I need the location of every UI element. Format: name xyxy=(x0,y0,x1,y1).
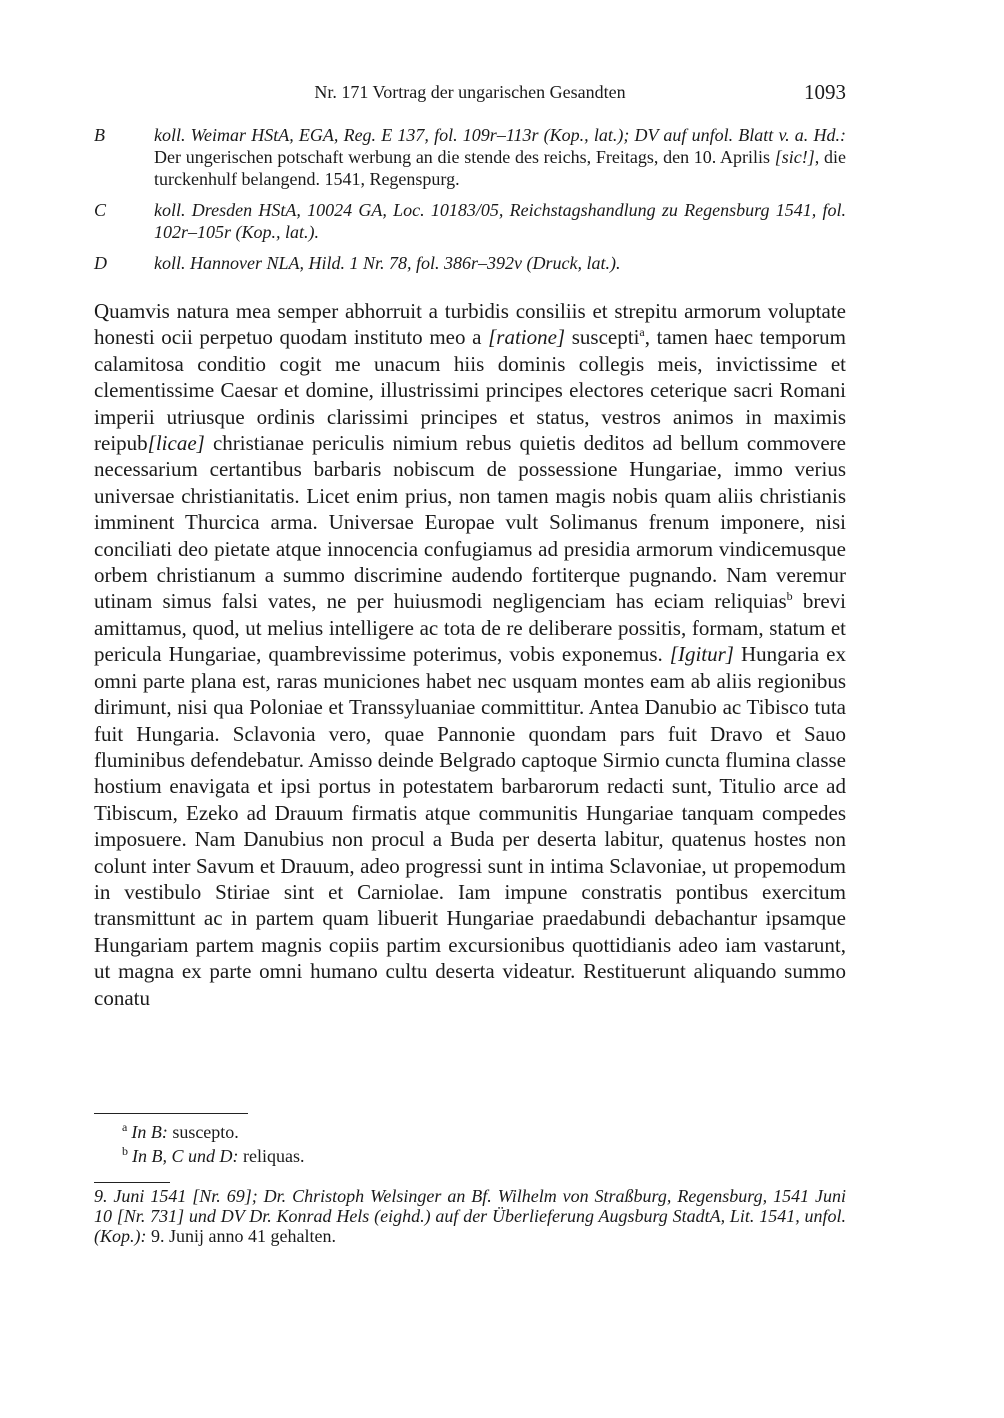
footnote-lemma: In B: xyxy=(131,1122,168,1142)
source-reference: koll. Hannover NLA, Hild. 1 Nr. 78, fol. 386r–392v (Druck, lat.). xyxy=(154,253,621,273)
editorial-emendation: [ratione] xyxy=(488,325,566,350)
source-title-text: Der ungerischen potschaft werbung an die stende des reichs, Freitags, den 10. Aprilis xyxy=(154,147,775,167)
source-entry-d xyxy=(94,252,846,274)
continuation-divider xyxy=(94,1182,170,1183)
footnote-text: suscepto. xyxy=(167,1122,239,1142)
text-segment: Hungaria ex omni parte plana est, raras municiones habet nec usquam montes eam ab aliis regionibus dirimunt, nisi qua Poloniae et Transsyluaniae committitur. Antea Danubio ac Tibisco tuta fuit Hungaria. Sclavonia vero, quae Pannonie quondam pars fuit Dravo et Sauo fluminibus defendebatur. Amisso deinde Belgrado captoque Sirmio cuncta flumina classe hostium enavigata et ipsi portus in potestatem barbarorum redacti sunt, Titulio arce ad Tibiscum, Ezeko ad Drauum firmatis atque communitis Hungariae tanquam compedes imposuere. Nam Danubius non procul a Buda per deserta labitur, quatenus hostes non colunt inter Savum et Drauum, adeo progressi sunt in intima Sclavoniae, ut propemodum in vestibulo Stiriae sint et Carniolae. Iam impune constratis pontibus exercitum transmittunt ac in partem quam libuerit Hungariae praedabundi debachantur ipsamque Hungariam partem magnis copiis partim excursionibus quottidianis adeo iam vastarunt, ut magna ex parte omni humano cultu deserta videatur. Restituerunt aliquando summo conatu xyxy=(94,642,846,1010)
text-segment: christianae periculis nimium rebus quietis deditos ad bellum commovere necessarium certantibus barbaris nobiscum de possessione Hungariae, immo verius universae christianitatis. Licet enim prius, non tamen magis nobis quam aliis christianis imminent Thurcica arma. Universae Europae vult Solimanus frenum imponere, nisi conciliati deo pietate atque innocencia confugiamus ad presidia armorum vindicemusque orbem christianum a summo discrimine audendo fortiterque pugnando. Nam veremur utinam simus falsi vates, ne per huiusmodi negligenciam has eciam reliquias xyxy=(94,431,846,614)
footnote-b xyxy=(122,1144,842,1168)
source-entry-b xyxy=(94,124,846,190)
siglum: D xyxy=(94,253,107,273)
siglum: B xyxy=(94,125,105,145)
sic-note: [sic!] xyxy=(774,147,815,167)
source-title-text-end: , die turckenhulf belangend. 1541, Regenspurg. xyxy=(154,147,846,189)
footnote-mark: b xyxy=(122,1144,128,1158)
footnote-marker-a: a xyxy=(639,325,645,340)
running-title: Nr. 171 Vortrag der ungarischen Gesandten xyxy=(314,82,626,102)
source-description xyxy=(154,124,846,190)
footnote-a xyxy=(122,1120,842,1144)
editorial-emendation: [licae] xyxy=(147,431,205,456)
footnote-divider xyxy=(94,1113,248,1114)
continuation-reference: 9. Juni 1541 [Nr. 69]; Dr. Christoph Welsinger an Bf. Wilhelm von Straßburg, Regensburg, 1541 Juni 10 [Nr. 731] und DV Dr. Konrad Hels (eighd.) auf der Überlieferung Augsburg StadtA, Lit. 1541, unfol. (Kop.): xyxy=(94,1186,846,1246)
footnote-text: reliquas. xyxy=(238,1146,305,1166)
text-segment: , tamen haec temporum calamitosa conditio cogit me unacum hiis dominis collegis meis, invictissime et clementissime Caesar et domine, illustrissimi principes electores ceterique sacri Romani imperii utriusque ordinis clarissimi principes et status, vestros animos in maximis reipub xyxy=(94,325,846,456)
text-segment: brevi amittamus, quod, ut melius intelligere ac tota de re deliberare possitis, formam, statum et pericula Hungariae, quambrevissime poterimus, vobis exponemus. xyxy=(94,589,846,667)
running-head xyxy=(94,80,846,106)
footnote-lemma: In B, C und D: xyxy=(132,1146,239,1166)
page-number: 1093 xyxy=(804,80,846,104)
source-reference: koll. Weimar HStA, EGA, Reg. E 137, fol. 109r–113r (Kop., lat.); DV auf unfol. Blatt v. a. Hd.: xyxy=(154,125,846,145)
footnotes xyxy=(122,1120,842,1168)
editorial-emendation: [Igitur] xyxy=(669,642,734,667)
source-entry-c xyxy=(94,199,846,243)
source-reference: koll. Dresden HStA, 10024 GA, Loc. 10183/05, Reichstagshandlung zu Regensburg 1541, fol. 102r–105r (Kop., lat.). xyxy=(154,200,846,242)
continued-footnote xyxy=(94,1186,846,1246)
footnote-mark: a xyxy=(122,1120,128,1134)
main-text xyxy=(94,298,846,1011)
siglum: C xyxy=(94,200,107,220)
continuation-text: 9. Junij anno 41 gehalten. xyxy=(146,1226,336,1246)
source-apparatus xyxy=(94,124,846,283)
text-segment: suscepti xyxy=(565,325,640,350)
footnote-marker-b: b xyxy=(786,589,793,604)
text-segment: Quamvis natura mea semper abhorruit a turbidis consiliis et strepitu armorum voluptate honesti ocii perpetuo quodam instituto meo a xyxy=(94,299,846,350)
